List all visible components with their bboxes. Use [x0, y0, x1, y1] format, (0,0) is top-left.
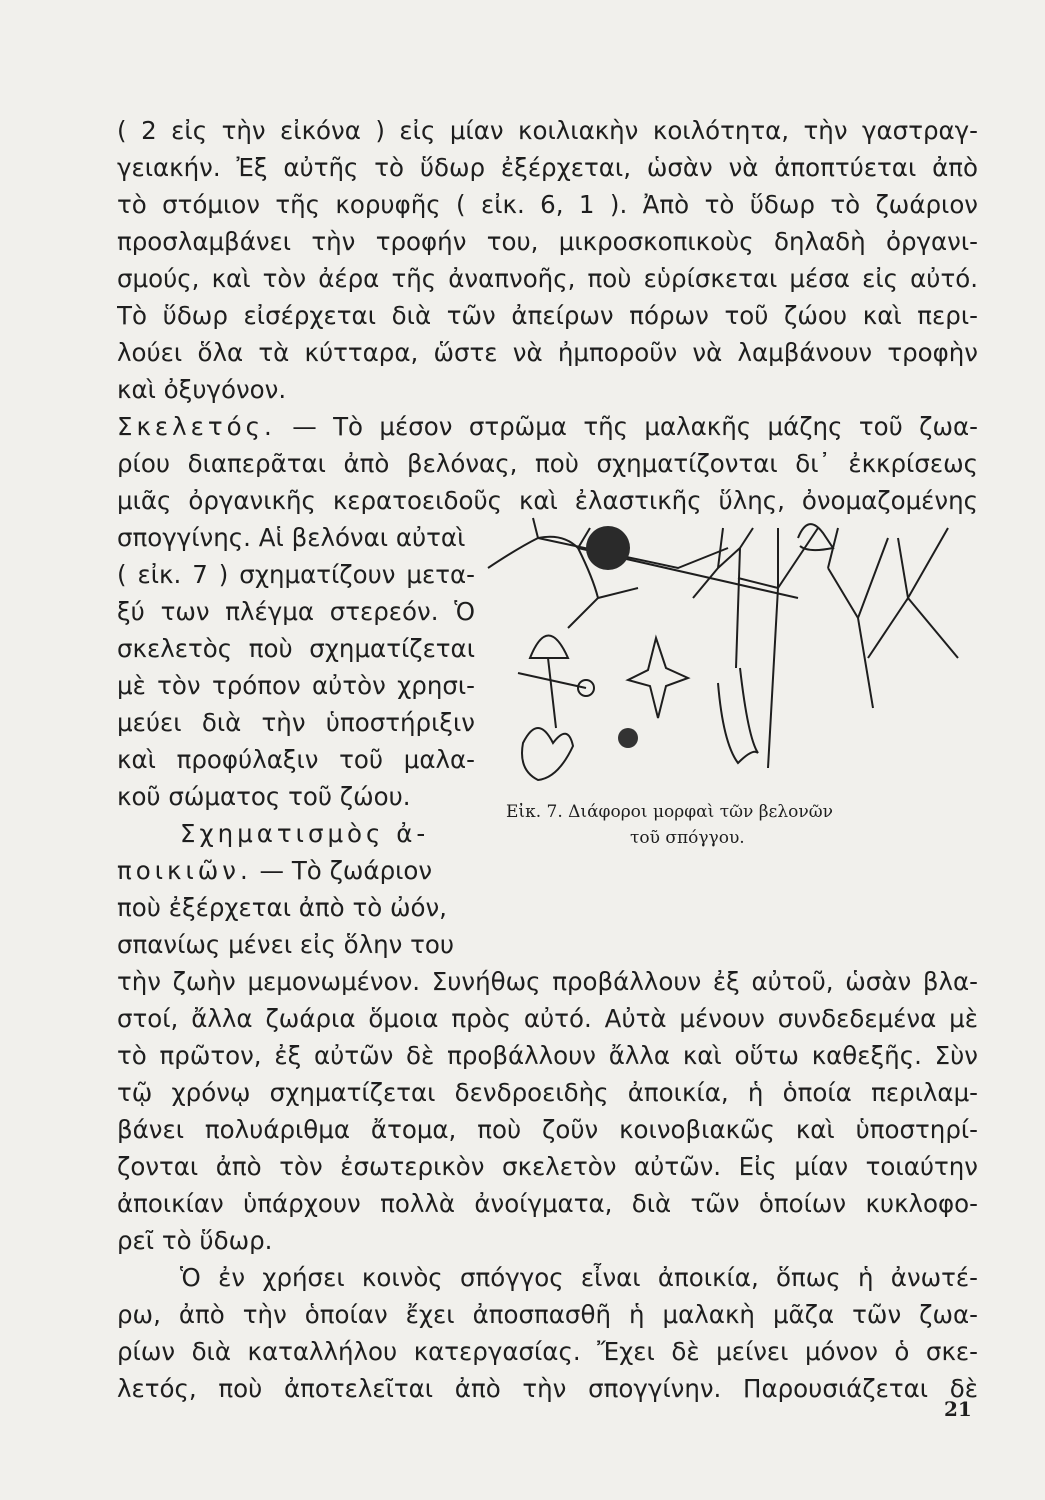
y-spicule: [828, 528, 888, 708]
skeleton-first-line: [117, 410, 978, 444]
text-line: σκελετὸς ποὺ σχηματίζεται: [117, 634, 475, 663]
star-spicule: [628, 638, 688, 718]
text-line: μεύει διὰ τὴν ὑποστήριξιν: [117, 708, 475, 737]
heading-span: Σχηματισμὸς ἀ-: [180, 819, 430, 848]
text-line: Τὸ ὕδωρ εἰσέρχεται διὰ τῶν ἀπείρων πόρων τοῦ ζώου καὶ περι-: [117, 301, 978, 330]
section-heading-colonies-a: [180, 817, 478, 851]
text-line: σπανίως μένει εἰς ὅλην του: [117, 930, 455, 959]
text-line: ποὺ ἐξέρχεται ἀπὸ τὸ ὠόν,: [117, 893, 447, 922]
page-number: 21: [944, 1397, 972, 1421]
hook-spicule: [798, 524, 833, 550]
spiny-dot: [618, 728, 638, 748]
text-line: ρίου διαπερᾶται ἀπὸ βελόνας, ποὺ σχηματίζονται δι᾿ ἐκκρίσεως: [117, 449, 978, 478]
sponge-spicules-figure: [478, 508, 974, 798]
text-span: — Τὸ μέσον στρῶμα τῆς μαλακῆς μάζης τοῦ ζωα-: [292, 412, 978, 441]
text-line: τῷ χρόνῳ σχηματίζεται δενδροειδὴς ἀποικία, ἡ ὁποία περιλαμ-: [117, 1078, 978, 1107]
text-line: βάνει πολυάριθμα ἄτομα, ποὺ ζοῦν κοινοβιακῶς καὶ ὑποστηρί-: [117, 1115, 978, 1144]
text-line: ( 2 εἰς τὴν εἰκόνα ) εἰς μίαν κοιλιακὴν κοιλότητα, τὴν γαστραγ-: [117, 116, 978, 145]
text-line: τὴν ζωὴν μεμονωμένον. Συνήθως προβάλλουν ἐξ αὐτοῦ, ὡσὰν βλα-: [117, 967, 978, 996]
text-line: ρεῖ τὸ ὕδωρ.: [117, 1226, 273, 1255]
text-line: τὸ πρῶτον, ἐξ αὐτῶν δὲ προβάλλουν ἄλλα καὶ οὕτω καθεξῆς. Σὺν: [117, 1041, 978, 1070]
text-line: ξύ των πλέγμα στερεόν. Ὁ: [117, 597, 475, 626]
needle-spicule: [538, 538, 798, 598]
text-span: — Τὸ ζωάριον: [259, 856, 433, 885]
colonies-second-line: [117, 854, 475, 888]
text-line: τὸ στόμιον τῆς κορυφῆς ( εἰκ. 6, 1 ). Ἀπὸ τὸ ὕδωρ τὸ ζωάριον: [117, 190, 978, 219]
text-line: σμούς, καὶ τὸν ἀέρα τῆς ἀναπνοῆς, ποὺ εὑρίσκεται μέσα εἰς αὐτό.: [117, 264, 978, 293]
forked-spicule: [868, 528, 958, 658]
text-line: στοί, ἄλλα ζωάρια ὅμοια πρὸς αὐτό. Αὐτὰ μένουν συνδεδεμένα μὲ: [117, 1004, 978, 1033]
text-line: Ὁ ἐν χρήσει κοινὸς σπόγγος εἶναι ἀποικία, ὅπως ἡ ἀνωτέ-: [180, 1263, 978, 1292]
heading-span: ποικιῶν.: [117, 856, 252, 885]
text-line: μιᾶς ὀργανικῆς κερατοειδοῦς καὶ ἐλαστικῆς ὕλης, ὀνομαζομένης: [117, 486, 978, 515]
text-line: προσλαμβάνει τὴν τροφήν του, μικροσκοπικοὺς δηλαδὴ ὀργανι-: [117, 227, 978, 256]
text-line: λετός, ποὺ ἀποτελεῖται ἀπὸ τὴν σπογγίνην. Παρουσιάζεται δὲ: [117, 1374, 978, 1403]
text-line: ρω, ἀπὸ τὴν ὁποίαν ἔχει ἀποσπασθῆ ἡ μαλακὴ μᾶζα τῶν ζωα-: [117, 1300, 978, 1329]
text-line: ἀποικίαν ὑπάρχουν πολλὰ ἀνοίγματα, διὰ τῶν ὁποίων κυκλοφο-: [117, 1189, 978, 1218]
text-line: σπογγίνης. Αἱ βελόναι αὐταὶ: [117, 523, 466, 552]
text-line: κοῦ σώματος τοῦ ζώου.: [117, 782, 411, 811]
text-line: ρίων διὰ καταλλήλου κατεργασίας. Ἔχει δὲ μείνει μόνον ὁ σκε-: [117, 1337, 978, 1366]
text-line: λούει ὅλα τὰ κύτταρα, ὥστε νὰ ἠμποροῦν νὰ λαμβάνουν τροφὴν: [117, 338, 978, 367]
flower-spicule: [522, 728, 573, 780]
text-line: γειακήν. Ἐξ αὐτῆς τὸ ὕδωρ ἐξέρχεται, ὡσὰν νὰ ἀποπτύεται ἀπὸ: [117, 153, 978, 182]
text-line: καὶ ὀξυγόνον.: [117, 375, 287, 404]
figure-caption-continued: τοῦ σπόγγου.: [630, 828, 745, 848]
spiny-ball: [586, 526, 630, 570]
section-heading-skeleton: Σκελετός.: [117, 412, 276, 441]
text-line: μὲ τὸν τρόπον αὐτὸν χρησι-: [117, 671, 475, 700]
tulip-spicule: [718, 668, 758, 763]
text-line: ζονται ἀπὸ τὸν ἐσωτερικὸν σκελετὸν αὐτῶν. Εἰς μίαν τοιαύτην: [117, 1152, 978, 1181]
text-line: καὶ προφύλαξιν τοῦ μαλα-: [117, 745, 475, 774]
text-line: ( εἰκ. 7 ) σχηματίζουν μετα-: [117, 560, 475, 589]
figure-caption: Εἰκ. 7. Διάφοροι μορφαὶ τῶν βελονῶν: [506, 802, 833, 822]
